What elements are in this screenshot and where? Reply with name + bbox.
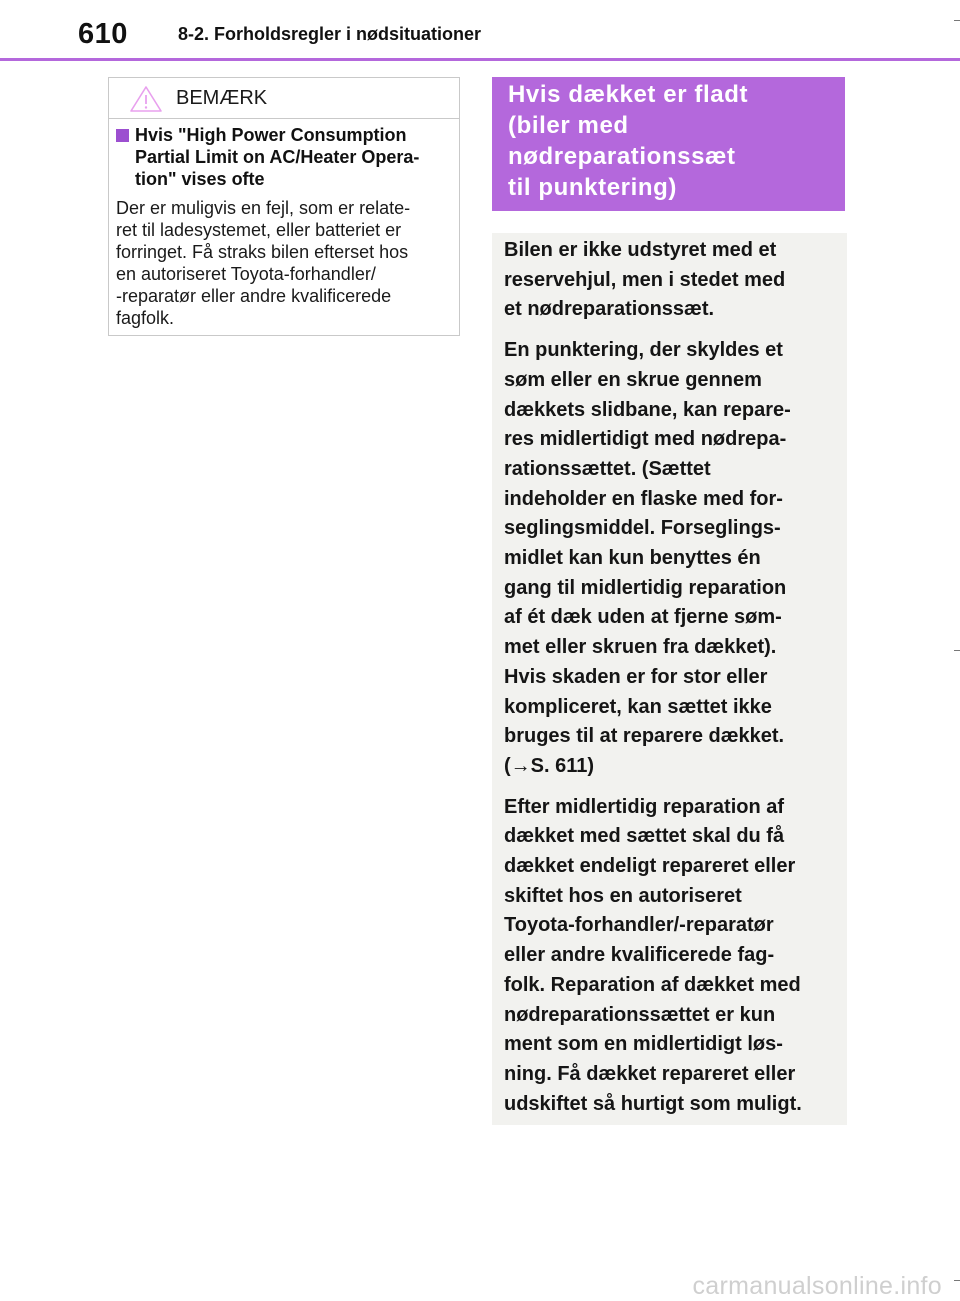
section-heading-line: Hvis dækket er fladt <box>508 81 749 108</box>
section-heading-line: til punktering) <box>508 174 677 201</box>
paragraph-line: midlet kan kun benyttes én <box>504 547 761 570</box>
notice-sub-line: Partial Limit on AC/Heater Opera- <box>135 147 420 167</box>
paragraph-line: af ét dæk uden at fjerne søm- <box>504 606 782 629</box>
paragraph-line: skiftet hos en autoriseret <box>504 884 742 907</box>
notice-label: BEMÆRK <box>176 87 268 109</box>
notice-body-line: Der er muligvis en fejl, som er relate- <box>116 198 411 218</box>
paragraph-line: udskiftet så hurtigt som muligt. <box>504 1092 802 1115</box>
section-heading-line: (biler med <box>508 112 629 139</box>
paragraph-line: dækket med sættet skal du få <box>504 825 785 848</box>
notice-sub-line: Hvis "High Power Consumption <box>135 125 407 145</box>
section-heading-box <box>492 77 845 211</box>
notice-subheading <box>116 124 447 190</box>
notice-header <box>109 78 459 119</box>
page-number: 610 <box>78 18 128 50</box>
paragraph-line: En punktering, der skyldes et <box>504 339 783 362</box>
paragraph-line: nødreparationssættet er kun <box>504 1003 776 1026</box>
notice-body <box>116 197 447 329</box>
header-rule <box>0 58 960 61</box>
paragraph-kit-info <box>504 236 837 325</box>
notice-box <box>108 77 460 336</box>
notice-body-line: en autoriseret Toyota-forhandler/ <box>116 264 376 284</box>
square-bullet-icon <box>116 129 129 142</box>
info-box <box>492 233 847 1125</box>
paragraph-final-repair <box>504 793 837 1120</box>
page-reference[interactable] <box>504 752 837 782</box>
edge-tick-bottom <box>954 1280 960 1281</box>
paragraph-line: met eller skruen fra dækket). <box>504 636 777 659</box>
paragraph-puncture-repair <box>504 336 837 782</box>
paragraph-line: Bilen er ikke udstyret med et <box>504 239 777 261</box>
warning-triangle-icon <box>129 85 163 113</box>
paragraph-line: kompliceret, kan sættet ikke <box>504 695 772 718</box>
paragraph-line: dækket endeligt repareret eller <box>504 855 796 878</box>
paragraph-line: ment som en midlertidigt løs- <box>504 1033 783 1056</box>
notice-sub-line: tion" vises ofte <box>135 169 265 189</box>
reference-open-paren: ( <box>504 754 511 777</box>
notice-body-line: -reparatør eller andre kvalificerede <box>116 286 392 306</box>
paragraph-line: folk. Reparation af dækket med <box>504 973 801 996</box>
paragraph-line: søm eller en skrue gennem <box>504 368 762 391</box>
watermark: carmanualsonline.info <box>692 1272 942 1300</box>
paragraph-line: Toyota-forhandler/-reparatør <box>504 914 774 937</box>
paragraph-line: eller andre kvalificerede fag- <box>504 944 775 967</box>
arrow-right-icon: → <box>510 754 531 777</box>
notice-body-line: fagfolk. <box>116 308 175 328</box>
notice-body-line: forringet. Få straks bilen efterset hos <box>116 242 409 262</box>
edge-tick-top <box>954 20 960 21</box>
section-title: 8-2. Forholdsregler i nødsituationer <box>178 24 482 44</box>
paragraph-line: dækkets slidbane, kan repare- <box>504 398 791 421</box>
paragraph-line: Efter midlertidig reparation af <box>504 795 785 818</box>
section-heading <box>508 79 831 203</box>
notice-body-line: ret til ladesystemet, eller batteriet er <box>116 220 402 240</box>
paragraph-line: bruges til at reparere dækket. <box>504 725 785 748</box>
paragraph-line: rationssættet. (Sættet <box>504 457 711 480</box>
paragraph-line: gang til midlertidig reparation <box>504 576 787 599</box>
paragraph-line: indeholder en flaske med for- <box>504 487 783 510</box>
paragraph-line: Hvis skaden er for stor eller <box>504 665 768 688</box>
paragraph-line: reservehjul, men i stedet med <box>504 268 786 291</box>
paragraph-line: res midlertidigt med nødrepa- <box>504 428 787 451</box>
section-heading-line: nødreparationssæt <box>508 143 736 170</box>
reference-text: S. 611) <box>530 754 595 777</box>
paragraph-line: ning. Få dækket repareret eller <box>504 1062 796 1085</box>
edge-tick-middle <box>954 650 960 651</box>
paragraph-line: seglingsmiddel. Forseglings- <box>504 517 781 540</box>
paragraph-line: et nødreparationssæt. <box>504 298 715 321</box>
